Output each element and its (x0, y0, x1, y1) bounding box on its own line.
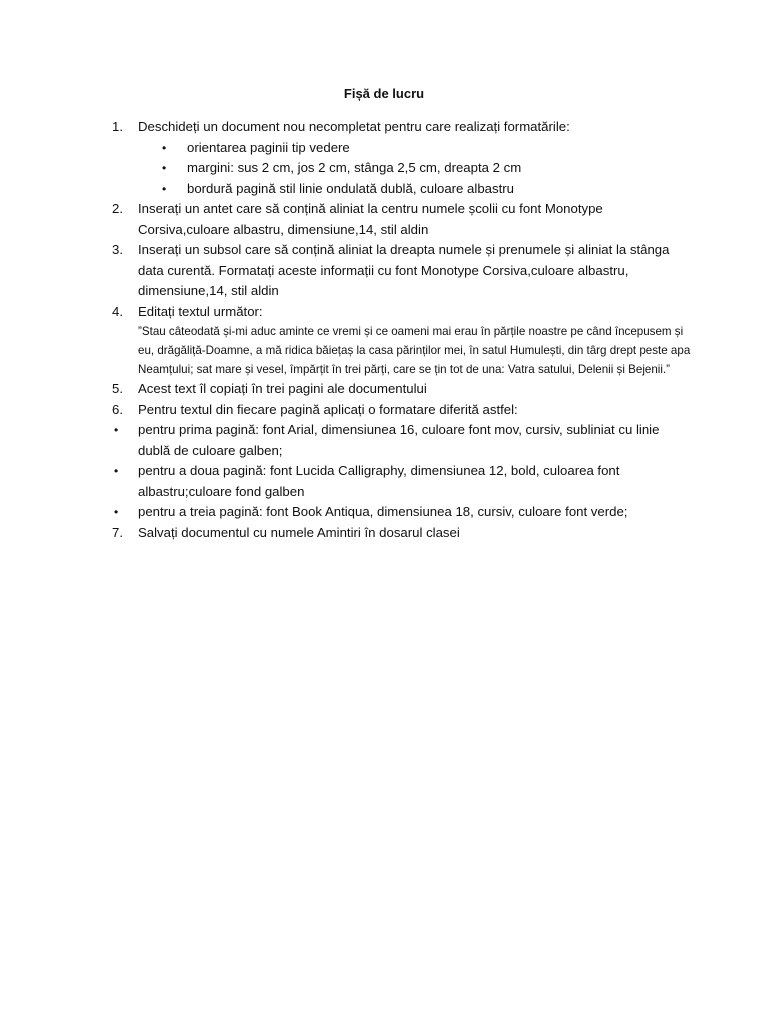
item-number: 5. (112, 381, 123, 396)
list-item-5 (112, 379, 692, 400)
item-text: Inserați un subsol care să conțină aliniat la dreapta numele și prenumele și aliniat la stânga data curentă. Formatați aceste informații cu font Monotype Corsiva,culoare albastru, dimensiune,14, stil aldin (138, 242, 670, 298)
bullet-item-page-3 (112, 502, 692, 523)
bullet-text: pentru a treia pagină: font Book Antiqua, dimensiunea 18, cursiv, culoare font verde; (138, 504, 628, 519)
bullet-icon: • (114, 464, 119, 478)
item-number: 6. (112, 401, 123, 417)
item-text: Acest text îl copiați în trei pagini ale documentului (138, 381, 427, 396)
item-text: Pentru textul din fiecare pagină aplicați o formatare diferită astfel: (138, 401, 518, 417)
item-number: 4. (112, 303, 123, 319)
item-text: Deschideți un document nou necompletat pentru care realizați formatările: (138, 119, 570, 134)
quoted-passage: ”Stau câteodată și-mi aduc aminte ce vremi și ce oameni mai erau în părțile noastre pe când începusem și eu, drăgăliță-Doamne, a mă ridica băiețaș la casa părinților mei, în satul Humulești, din târg drept peste apa Neamțului; sat mare și vesel, împărțit în trei părți, care se țin tot de una: Vatra satului, Delenii și Bejenii.” (138, 325, 691, 376)
item-number: 1. (112, 119, 123, 134)
list-item-7 (112, 523, 692, 544)
bullet-text: pentru prima pagină: font Arial, dimensiunea 16, culoare font mov, cursiv, subliniat cu linie dublă de culoare galben; (138, 422, 660, 458)
bullet-icon: • (114, 423, 119, 437)
sub-item-margins (112, 158, 692, 179)
bullet-icon: • (162, 140, 167, 155)
item-number: 7. (112, 524, 123, 540)
list-item-2 (112, 199, 692, 240)
sub-item-text: margini: sus 2 cm, jos 2 cm, stânga 2,5 cm, dreapta 2 cm (187, 160, 522, 175)
sub-item-border (112, 179, 692, 200)
bullet-icon: • (114, 505, 119, 519)
page-title: Fișă de lucru (343, 86, 425, 101)
sub-item-orientation (112, 138, 692, 159)
bullet-item-page-1 (112, 420, 692, 461)
list-item-6 (112, 400, 692, 421)
bullet-item-page-2 (112, 461, 692, 502)
bullet-icon: • (162, 161, 167, 175)
instruction-list (112, 117, 692, 543)
item-text: Salvați documentul cu numele Amintiri în dosarul clasei (138, 524, 460, 540)
item-number: 2. (112, 201, 123, 216)
bullet-text: pentru a doua pagină: font Lucida Calligraphy, dimensiunea 12, bold, culoarea font albastru;culoare fond galben (138, 463, 620, 499)
item-number: 3. (112, 242, 123, 257)
sub-item-text: orientarea paginii tip vedere (187, 139, 350, 155)
list-item-1 (112, 117, 692, 138)
sub-item-text: bordură pagină stil linie ondulată dublă, culoare albastru (187, 180, 514, 196)
item-text: Editați textul următor: (138, 303, 263, 319)
bullet-icon: • (162, 181, 167, 196)
list-item-4 (112, 302, 692, 380)
item-text: Inserați un antet care să conțină aliniat la centru numele școlii cu font Monotype Corsiva,culoare albastru, dimensiune,14, stil aldin (138, 201, 603, 237)
list-item-3 (112, 240, 692, 302)
